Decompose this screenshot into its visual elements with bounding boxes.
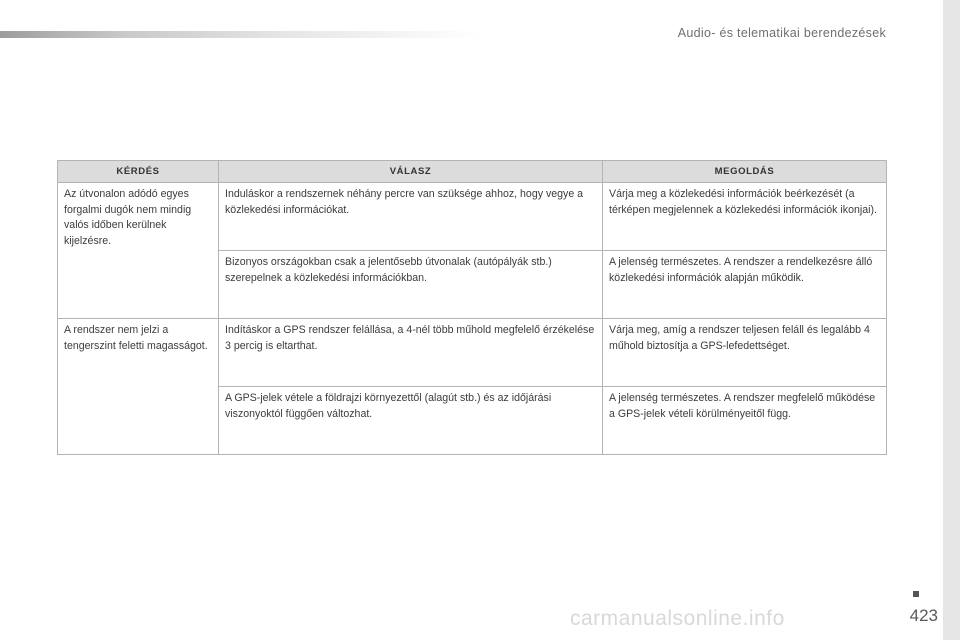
answer-cell: Bizonyos országokban csak a jelentősebb útvonalak (autópályák stb.) szerepelnek a közlekedési információkban. [219,251,603,319]
column-header-question: KÉRDÉS [58,161,219,183]
page-edge-strip [943,0,960,640]
question-cell: A rendszer nem jelzi a tengerszint feletti magasságot. [58,319,219,455]
solution-cell: Várja meg, amíg a rendszer teljesen feláll és legalább 4 műhold biztosítja a GPS-lefedettséget. [603,319,887,387]
column-header-solution: MEGOLDÁS [603,161,887,183]
answer-cell: Indításkor a GPS rendszer felállása, a 4-nél több műhold megfelelő érzékelése 3 percig is eltarthat. [219,319,603,387]
section-title: Audio- és telematikai berendezések [677,26,886,40]
solution-cell: A jelenség természetes. A rendszer a rendelkezésre álló közlekedési információk alapján működik. [603,251,887,319]
table-row [58,319,887,387]
troubleshooting-table [57,160,887,455]
solution-cell: A jelenség természetes. A rendszer megfelelő működése a GPS-jelek vételi körülményeitől függ. [603,387,887,455]
header-gradient-bar [0,31,480,38]
table-row [58,183,887,251]
page-marker [913,591,919,597]
answer-cell: A GPS-jelek vétele a földrajzi környezettől (alagút stb.) és az időjárási viszonyoktól függően változhat. [219,387,603,455]
answer-cell: Induláskor a rendszernek néhány percre van szüksége ahhoz, hogy vegye a közlekedési információkat. [219,183,603,251]
watermark: carmanualsonline.info [570,607,785,630]
column-header-answer: VÁLASZ [219,161,603,183]
question-cell: Az útvonalon adódó egyes forgalmi dugók nem mindig valós időben kerülnek kijelzésre. [58,183,219,319]
table-header-row [58,161,887,183]
page-number: 423 [909,606,938,625]
solution-cell: Várja meg a közlekedési információk beérkezését (a térképen megjelennek a közlekedési információk ikonjai). [603,183,887,251]
